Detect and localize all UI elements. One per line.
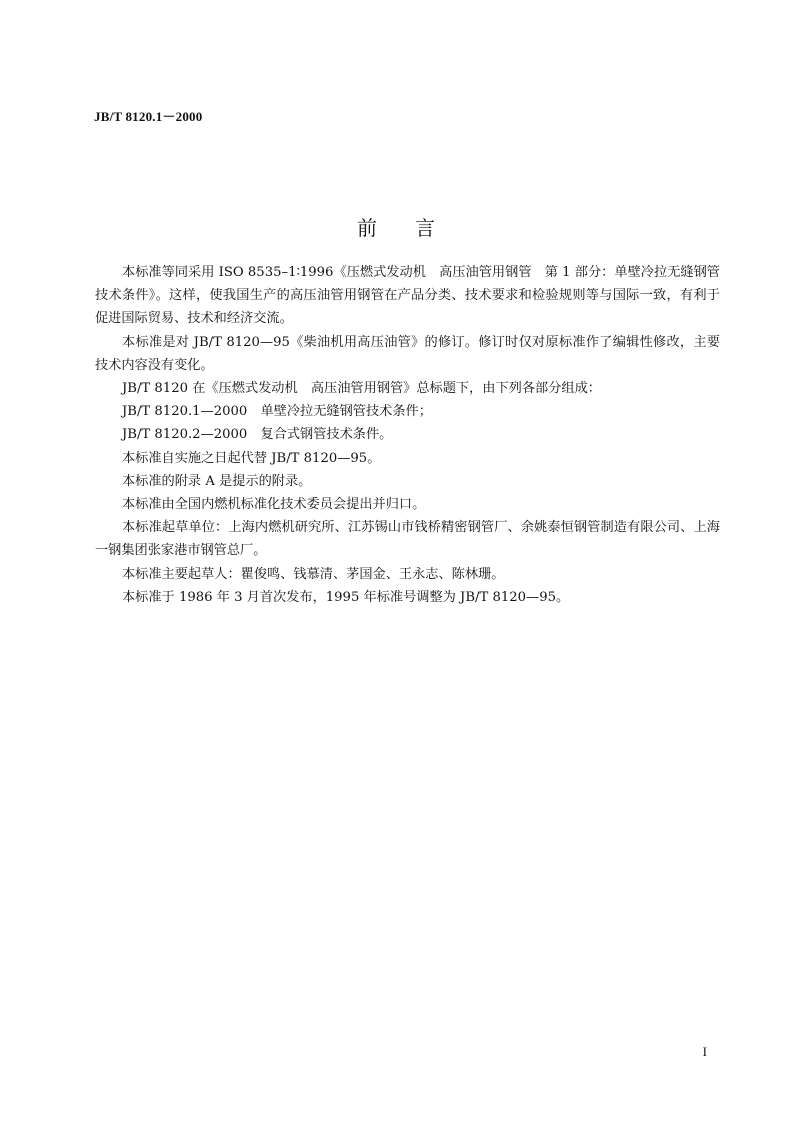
- page-number: I: [702, 1044, 707, 1059]
- paragraph-revision: 本标准是对 JB/T 8120—95《柴油机用高压油管》的修订。修订时仅对原标准作了编辑性修改，主要技术内容没有变化。: [95, 334, 720, 373]
- page-title: 前言: [357, 216, 473, 240]
- paragraph-drafting-units: 本标准起草单位：上海内燃机研究所、江苏锡山市钱桥精密钢管厂、余姚泰恒钢管制造有限公司、上海一钢集团张家港市钢管总厂。: [95, 520, 720, 559]
- paragraph-history: 本标准于 1986 年 3 月首次发布，1995 年标准号调整为 JB/T 8120—95。: [122, 589, 570, 605]
- paragraph-replaces: 本标准自实施之日起代替 JB/T 8120—95。: [122, 450, 381, 466]
- paragraph-composition: JB/T 8120 在《压燃式发动机 高压油管用钢管》总标题下，由下列各部分组成：: [122, 381, 601, 397]
- paragraph-proposer: 本标准由全国内燃机标准化技术委员会提出并归口。: [122, 497, 426, 513]
- paragraph-drafters: 本标准主要起草人：瞿俊鸣、钱慕清、茅国金、王永志、陈林珊。: [122, 566, 505, 582]
- paragraph-part-2: JB/T 8120.2—2000 复合式钢管技术条件。: [122, 427, 393, 443]
- paragraph-adoption: 本标准等同采用 ISO 8535–1∶1996《压燃式发动机 高压油管用钢管 第 1 部分：单壁冷拉无缝钢管技术条件》。这样，使我国生产的高压油管用钢管在产品分类、技术要求和检验规则等与国际一致，有利于促进国际贸易、技术和经济交流。: [95, 265, 720, 327]
- foreword-body: [95, 261, 720, 609]
- paragraph-part-1: JB/T 8120.1—2000 单壁冷拉无缝钢管技术条件；: [122, 404, 432, 420]
- standard-code-header: JB/T 8120.1－2000: [94, 109, 203, 124]
- paragraph-appendix: 本标准的附录 A 是提示的附录。: [122, 473, 312, 489]
